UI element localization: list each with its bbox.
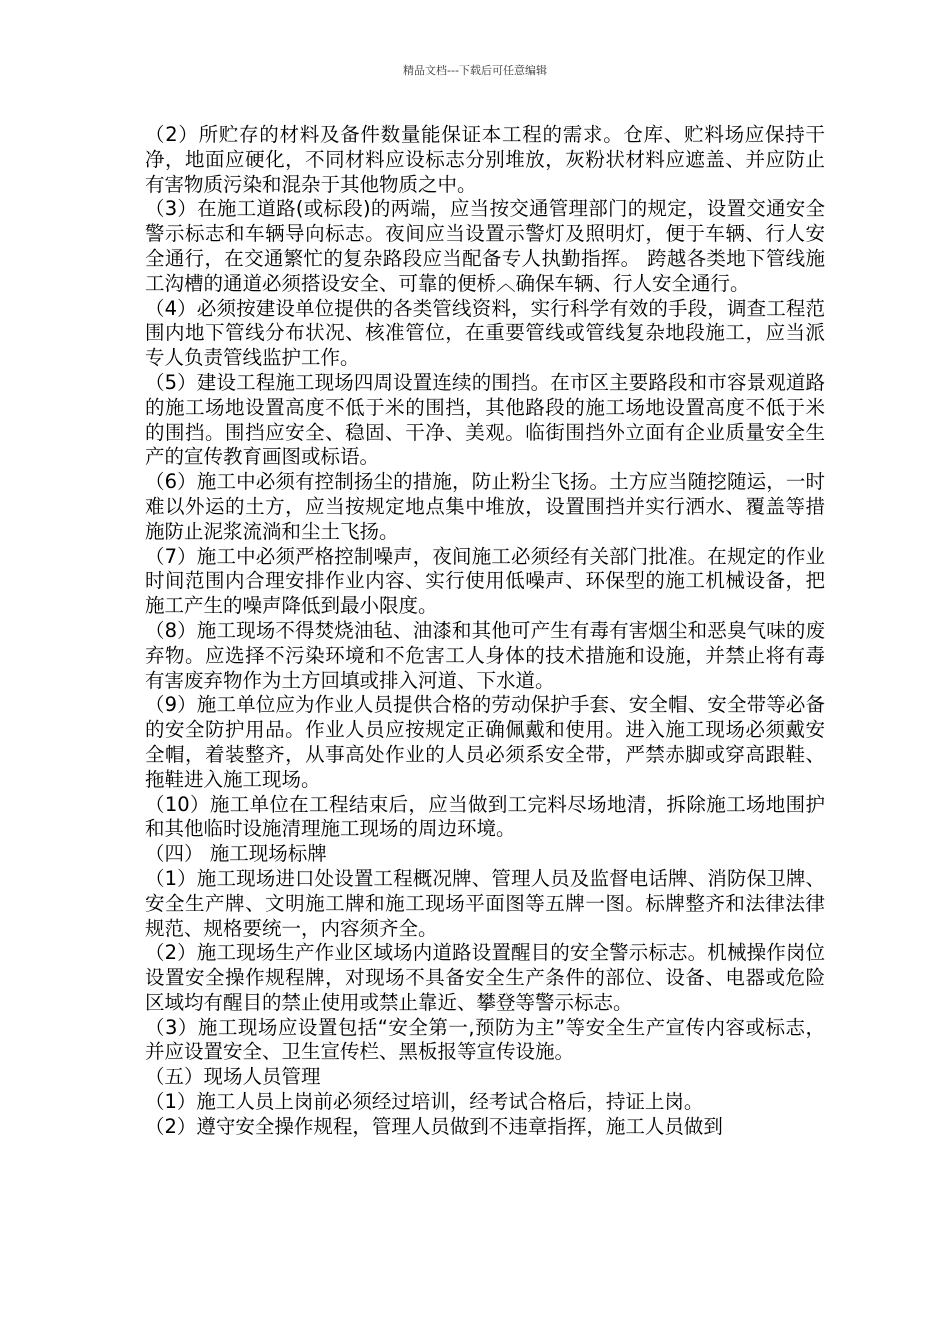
paragraph-noise-control: （7）施工中必须严格控制噪声，夜间施工必须经有关部门批准。在规定的作业时间范围内合理安排作业内容、实行使用低噪声、环保型的施工机械设备，把施工产生的噪声降低到最小限度。 [145, 544, 825, 618]
section-heading-personnel: （五）现场人员管理 [145, 1065, 321, 1089]
paragraph-warning-signs: （2）施工现场生产作业区域场内道路设置醒目的安全警示标志。机械操作岗位设置安全操作规程牌，对现场不具备安全生产条件的部位、设备、电器或危险区域均有醒目的禁止使用或禁止靠近、攀登等警示标志。 [145, 941, 825, 1014]
paragraph-protective-equipment: （9）施工单位应为作业人员提供合格的劳动保护手套、安全帽、安全带等必备的安全防护用品。作业人员应按规定正确佩戴和使用。进入施工现场必须戴安全帽，着装整齐，从事高处作业的人员必须系安全带，严禁赤脚或穿高跟鞋、拖鞋进入施工现场。 [145, 693, 825, 791]
paragraph-storage: （2）所贮存的材料及备件数量能保证本工程的需求。仓库、贮料场应保持干净，地面应硬化，不同材料应设标志分别堆放，灰粉状材料应遮盖、并应防止有害物质污染和混杂于其他物质之中。 [145, 123, 825, 196]
paragraph-signboards: （1）施工现场进口处设置工程概况牌、管理人员及监督电话牌、消防保卫牌、安全生产牌、文明施工牌和施工现场平面图等五牌一图。标牌整齐和法律法律规范、规格要统一，内容须齐全。 [145, 866, 825, 940]
paragraph-training: （1）施工人员上岗前必须经过培训，经考试合格后，持证上岗。 [145, 1090, 704, 1114]
paragraph-safety-publicity: （3）施工现场应设置包括“安全第一,预防为主”等安全生产宣传内容或标志，并应设置安全、卫生宣传栏、黑板报等宣传设施。 [145, 1015, 825, 1064]
section-heading-signage: （四） 施工现场标牌 [145, 842, 327, 866]
paragraph-waste: （8）施工现场不得焚烧油毡、油漆和其他可产生有毒有害烟尘和恶臭气味的废弃物。应选择不污染环境和不危害工人身体的技术措施和设施，并禁止将有毒有害废弃物作为土方回填或排入河道、下水道。 [145, 618, 825, 692]
paragraph-underground-pipelines: （4）必须按建设单位提供的各类管线资料，实行科学有效的手段，调查工程范围内地下管线分布状况、核准管位，在重要管线或管线复杂地段施工，应当派专人负责管线监护工作。 [145, 296, 825, 370]
paragraph-enclosure: （5）建设工程施工现场四周设置连续的围挡。在市区主要路段和市容景观道路的施工场地设置高度不低于米的围挡，其他路段的施工场地设置高度不低于米的围挡。围挡应安全、稳固、干净、美观。临街围挡外立面有企业质量安全生产的宣传教育画图或标语。 [145, 370, 825, 469]
paragraph-operating-rules: （2）遵守安全操作规程，管理人员做到不违章指挥，施工人员做到 [145, 1114, 723, 1138]
page-header: 精品文档---下载后可任意编辑 [403, 64, 547, 77]
paragraph-site-cleanup: （10）施工单位在工程结束后，应当做到工完料尽场地清，拆除施工场地围护和其他临时设施清理施工现场的周边环境。 [145, 792, 825, 841]
document-body [145, 123, 825, 1140]
paragraph-traffic-signs: （3）在施工道路(或标段)的两端，应当按交通管理部门的规定，设置交通安全警示标志和车辆导向标志。夜间应当设置示警灯及照明灯，便于车辆、行人安全通行，在交通繁忙的复杂路段应当配备专人执勤指挥。 跨越各类地下管线施工沟槽的通道必须搭设安全、可靠的便桥︿确保车辆、行人安全通行。 [145, 197, 825, 295]
paragraph-dust-control: （6）施工中必须有控制扬尘的措施，防止粉尘飞扬。土方应当随挖随运，一时难以外运的土方，应当按规定地点集中堆放，设置围挡并实行洒水、覆盖等措施防止泥浆流淌和尘土飞扬。 [145, 470, 825, 543]
